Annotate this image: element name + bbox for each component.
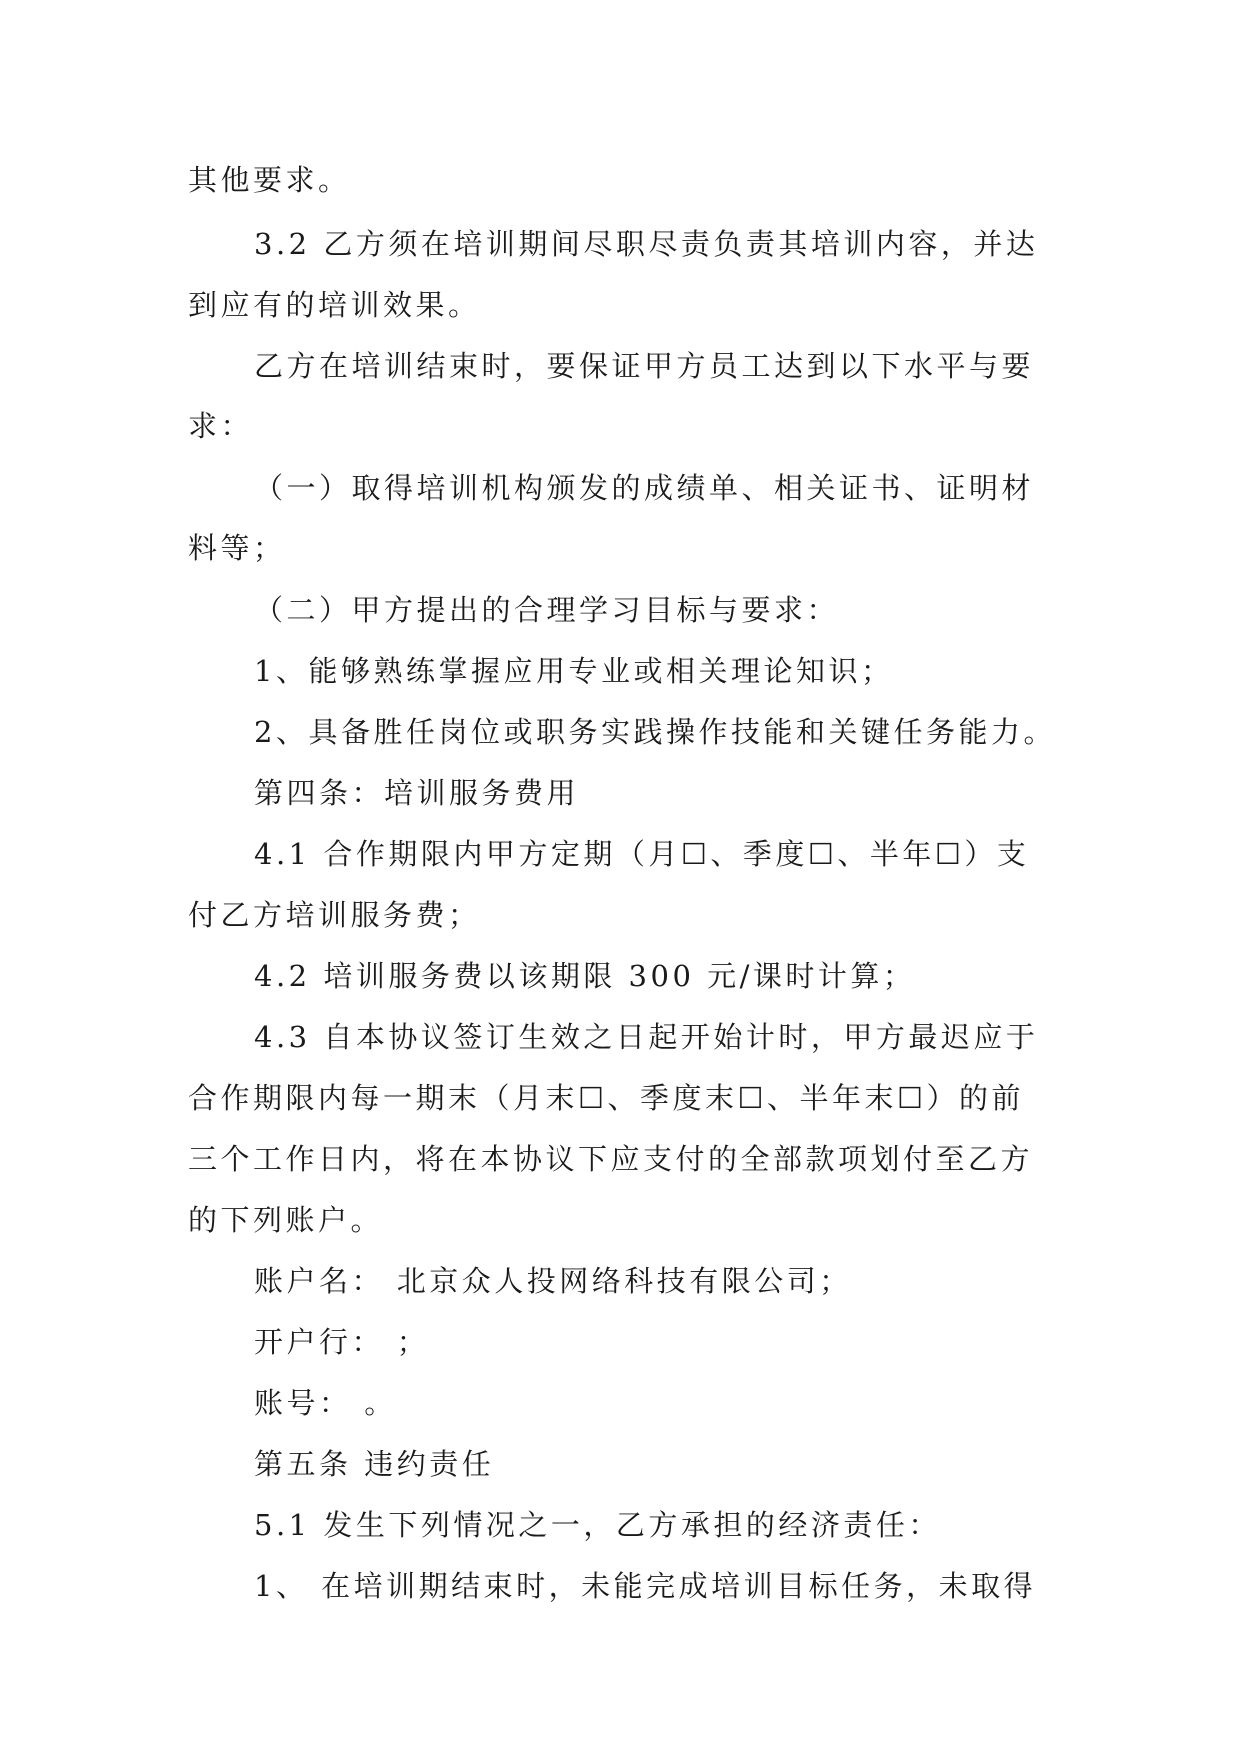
clause-5-1-line: 5.1 发生下列情况之一，乙方承担的经济责任： — [254, 1508, 941, 1542]
text-line: 乙方在培训结束时，要保证甲方员工达到以下水平与要 — [254, 349, 1035, 383]
list-item-2: （二）甲方提出的合理学习目标与要求： — [254, 593, 840, 627]
text-line: 合作期限内每一期末（月末☐、季度末☐、半年末☐）的前 — [188, 1081, 1024, 1115]
text-line: 的下列账户。 — [188, 1203, 384, 1237]
text-line: 其他要求。 — [188, 163, 351, 197]
clause-4-3-line: 4.3 自本协议签订生效之日起开始计时，甲方最迟应于 — [254, 1020, 1039, 1054]
text-line: 求： — [188, 409, 254, 443]
text-line: 料等； — [188, 531, 286, 565]
bank-line: 开户行： ； — [254, 1325, 430, 1359]
text-line: 三个工作日内，将在本协议下应支付的全部款项划付至乙方 — [188, 1142, 1034, 1176]
numbered-item-2: 2、具备胜任岗位或职务实践操作技能和关键任务能力。 — [254, 715, 1056, 749]
clause-4-2-line: 4.2 培训服务费以该期限 300 元/课时计算； — [254, 959, 916, 993]
account-name-line: 账户名： 北京众人投网络科技有限公司； — [254, 1264, 852, 1298]
clause-3-2-line: 3.2 乙方须在培训期间尽职尽责负责其培训内容，并达 — [254, 227, 1039, 261]
text-line: 付乙方培训服务费； — [188, 898, 481, 932]
clause-4-1-line: 4.1 合作期限内甲方定期（月☐、季度☐、半年☐）支 — [254, 837, 1030, 871]
section-heading-5: 第五条 违约责任 — [254, 1447, 495, 1481]
text-line: 到应有的培训效果。 — [188, 288, 481, 322]
numbered-item-1: 1、能够熟练掌握应用专业或相关理论知识； — [254, 654, 894, 688]
account-number-line: 账号： 。 — [254, 1386, 397, 1420]
list-item-1: （一）取得培训机构颁发的成绩单、相关证书、证明材 — [254, 471, 1035, 505]
section-heading-4: 第四条：培训服务费用 — [254, 776, 580, 810]
numbered-item-1: 1、 在培训期结束时，未能完成培训目标任务，未取得 — [254, 1569, 1037, 1603]
